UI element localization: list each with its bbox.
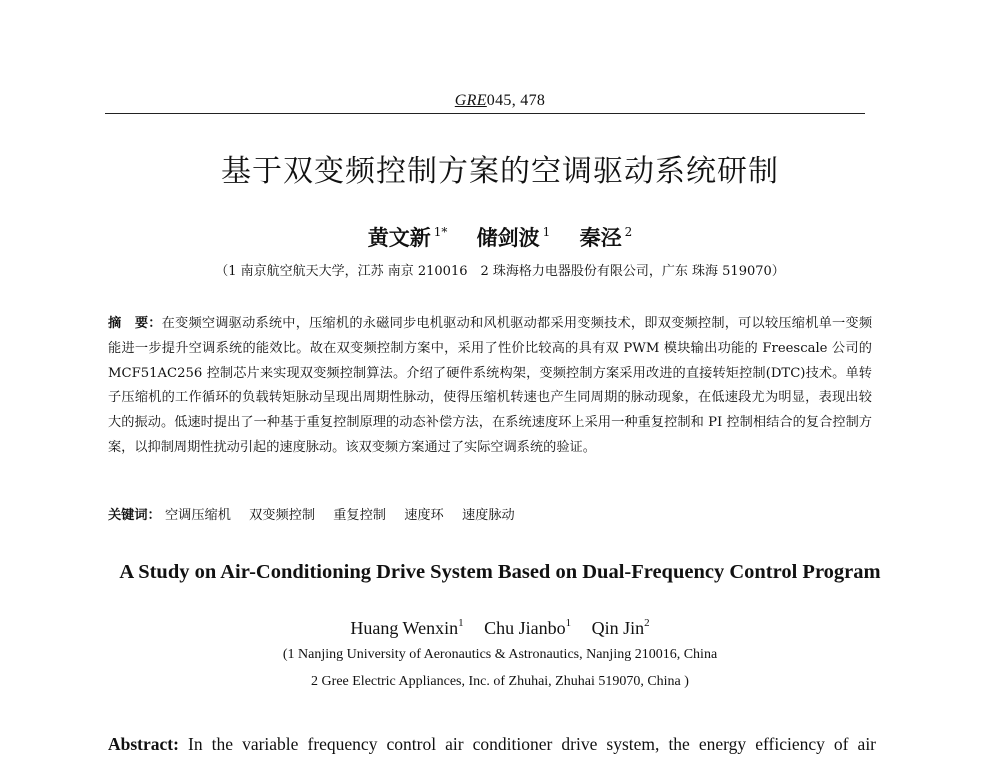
header-rule — [105, 113, 865, 114]
author-en-2: Chu Jianbo$^1$ — [484, 617, 572, 638]
author-en-1: Huang Wenxin$^1$ — [350, 617, 464, 638]
english-abstract-label: Abstract: — [108, 734, 179, 754]
chinese-keywords — [108, 505, 872, 527]
paper-code-number: 045, 478 — [486, 92, 546, 109]
chinese-affiliation: （1 南京航空航天大学，江苏 南京 210016 2 珠海格力电器股份有限公司，广东 珠海 519070） — [215, 264, 785, 279]
chinese-abstract-text: 在变频空调驱动系统中，压缩机的永磁同步电机驱动和风机驱动都采用变频技术，即双变频控制，可以较压缩机单一变频能进一步提升空调系统的能效比。故在双变频控制方案中，采用了性价比较高的具有双 PWM 模块输出功能的 Freescale 公司的 MCF51AC256 控制芯片来实现双变频控制算法。介绍了硬件系统构架，变频控制方案采用改进的直接转矩控制(DTC)技术。单转子压缩机的工作循环的负载转矩脉动呈现出周期性脉动，使得压缩机转速也产生同周期的脉动现象，在低速段尤为明显，表现出较大的振动。低速时提出了一种基于重复控制原理的动态补偿方法，在系统速度环上采用一种重复控制和 PI 控制相结合的复合控制方案，以抑制周期性扰动引起的速度脉动。该双变频方案通过了实际空调系统的验证。 — [108, 316, 873, 455]
chinese-authors — [0, 222, 1000, 252]
chinese-abstract-label: 摘 要： — [108, 316, 162, 331]
english-abstract — [108, 728, 876, 760]
english-title: A Study on Air-Conditioning Drive System Based on Dual-Frequency Control Program — [119, 561, 881, 583]
keyword: 速度脉动 — [461, 508, 515, 523]
author-cn-3: 秦泾 $^2$ — [579, 225, 633, 250]
paper-code — [0, 92, 1000, 110]
keyword: 双变频控制 — [249, 508, 316, 523]
keyword: 空调压缩机 — [164, 508, 231, 523]
english-affiliation-line-1: (1 Nanjing University of Aeronautics & Astronautics, Nanjing 210016, China — [282, 647, 718, 662]
paper-code-prefix: GRE — [454, 92, 487, 109]
english-authors — [0, 617, 1000, 639]
author-en-3: Qin Jin$^2$ — [591, 617, 650, 638]
english-affiliation-line-2: 2 Gree Electric Appliances, Inc. of Zhuhai, Zhuhai 519070, China ) — [311, 674, 689, 689]
keywords-label: 关键词： — [108, 508, 161, 523]
english-abstract-text: In the variable frequency control air conditioner drive system, the energy efficiency of air — [188, 734, 877, 754]
keyword: 速度环 — [404, 508, 444, 523]
author-cn-2: 储剑波 $^1$ — [476, 225, 551, 250]
keyword: 重复控制 — [333, 508, 386, 523]
chinese-title: 基于双变频控制方案的空调驱动系统研制 — [221, 154, 779, 189]
chinese-abstract — [108, 312, 872, 461]
author-cn-1: 黄文新 $^{1*}$ — [367, 225, 448, 250]
